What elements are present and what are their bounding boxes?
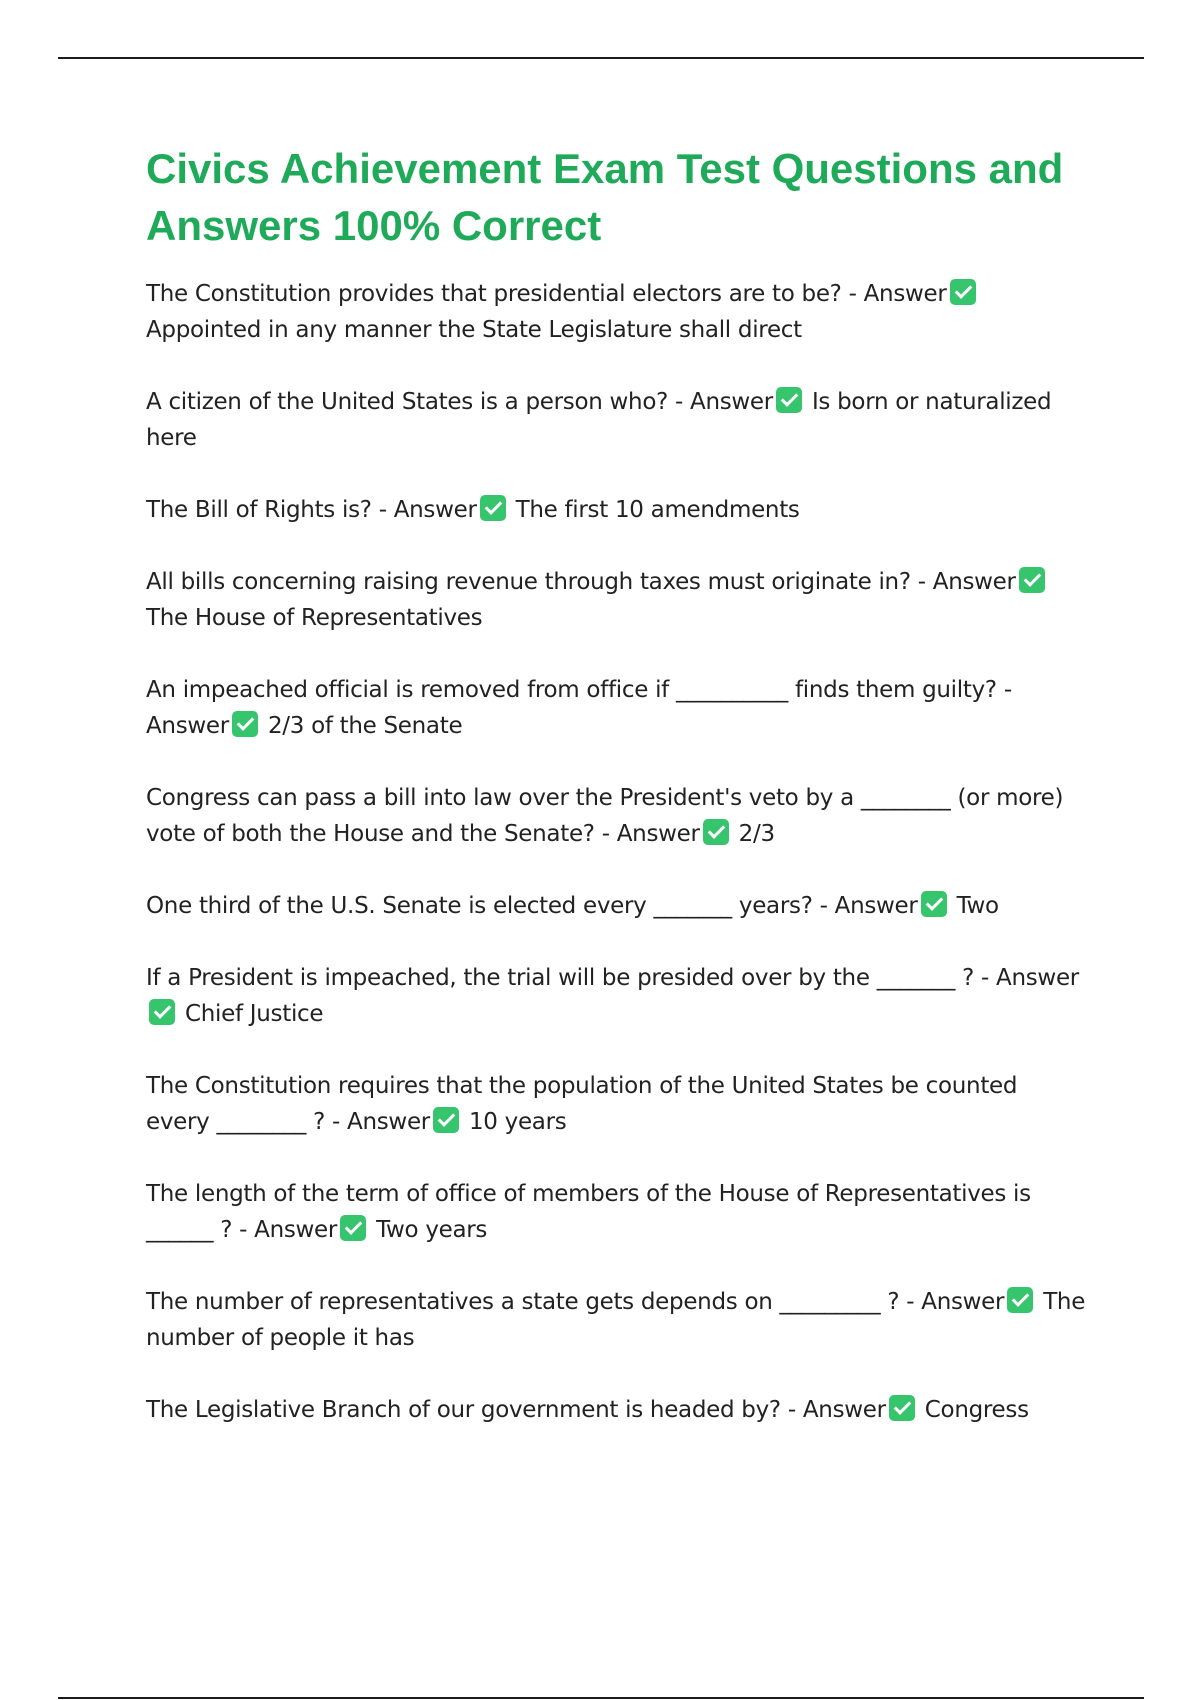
check-box-icon <box>889 1395 915 1421</box>
qa-item <box>146 780 1086 852</box>
answer-text: Is born or naturalized here <box>146 389 1052 451</box>
qa-item <box>146 492 1086 528</box>
answer-label: - Answer <box>981 965 1079 991</box>
answer-label: - Answer <box>675 389 773 415</box>
qa-item <box>146 888 1086 924</box>
question-text: One third of the U.S. Senate is elected every _______ years? <box>146 893 813 919</box>
bottom-rule <box>58 1697 1144 1699</box>
answer-label: - Answer <box>848 281 947 307</box>
qa-item <box>146 564 1086 636</box>
answer-text: The House of Representatives <box>146 605 483 631</box>
qa-item <box>146 672 1086 744</box>
question-text: An impeached official is removed from office if __________ finds them guilty? <box>146 677 997 703</box>
answer-text: 2/3 <box>738 821 775 847</box>
check-box-icon <box>433 1107 459 1133</box>
answer-text: Chief Justice <box>185 1001 324 1027</box>
check-box-icon <box>1007 1287 1033 1313</box>
check-box-icon <box>232 711 258 737</box>
check-box-icon <box>480 495 506 521</box>
answer-text: Congress <box>924 1397 1029 1423</box>
answer-label: - Answer <box>332 1109 430 1135</box>
answer-label: - Answer <box>378 497 477 523</box>
question-text: The Constitution requires that the population of the United States be counted every ________ ? <box>146 1073 1018 1135</box>
question-text: All bills concerning raising revenue through taxes must originate in? <box>146 569 911 595</box>
question-text: A citizen of the United States is a person who? <box>146 389 668 415</box>
qa-item <box>146 1284 1086 1356</box>
check-box-icon <box>1019 567 1045 593</box>
answer-label: - Answer <box>917 569 1016 595</box>
top-rule <box>58 57 1144 59</box>
answer-label: - Answer <box>601 821 700 847</box>
check-box-icon <box>340 1215 366 1241</box>
answer-text: 10 years <box>468 1109 567 1135</box>
qa-item <box>146 960 1086 1032</box>
qa-item <box>146 276 1086 348</box>
answer-text: Appointed in any manner the State Legislature shall direct <box>146 317 802 343</box>
qa-item <box>146 1176 1086 1248</box>
question-text: The length of the term of office of members of the House of Representatives is ______ ? <box>146 1181 1031 1243</box>
answer-text: Two <box>956 893 999 919</box>
question-text: Congress can pass a bill into law over the President's veto by a ________ (or more) vote of both the House and the Senate? <box>146 785 1064 847</box>
qa-item <box>146 1392 1086 1428</box>
answer-text: 2/3 of the Senate <box>267 713 463 739</box>
answer-text: The first 10 amendments <box>515 497 800 523</box>
answer-label: - Answer <box>239 1217 338 1243</box>
answer-label: - Answer <box>787 1397 886 1423</box>
qa-item <box>146 1068 1086 1140</box>
question-text: If a President is impeached, the trial will be presided over by the _______ ? <box>146 965 975 991</box>
check-box-icon <box>149 999 175 1025</box>
check-box-icon <box>776 387 802 413</box>
document-title: Civics Achievement Exam Test Questions and Answers 100% Correct <box>146 145 1064 249</box>
question-text: The Bill of Rights is? <box>146 497 372 523</box>
question-text: The Legislative Branch of our government is headed by? <box>146 1397 781 1423</box>
question-text: The number of representatives a state gets depends on _________ ? <box>146 1289 900 1315</box>
answer-text: Two years <box>376 1217 488 1243</box>
check-box-icon <box>703 819 729 845</box>
check-box-icon <box>921 891 947 917</box>
qa-list <box>146 276 1086 1428</box>
document-body <box>146 140 1086 1464</box>
answer-text: The number of people it has <box>146 1289 1086 1351</box>
question-text: The Constitution provides that presidential electors are to be? <box>146 281 842 307</box>
qa-item <box>146 384 1086 456</box>
answer-label: - Answer <box>906 1289 1005 1315</box>
answer-label: - Answer <box>146 677 1012 739</box>
answer-label: - Answer <box>819 893 918 919</box>
check-box-icon <box>950 279 976 305</box>
